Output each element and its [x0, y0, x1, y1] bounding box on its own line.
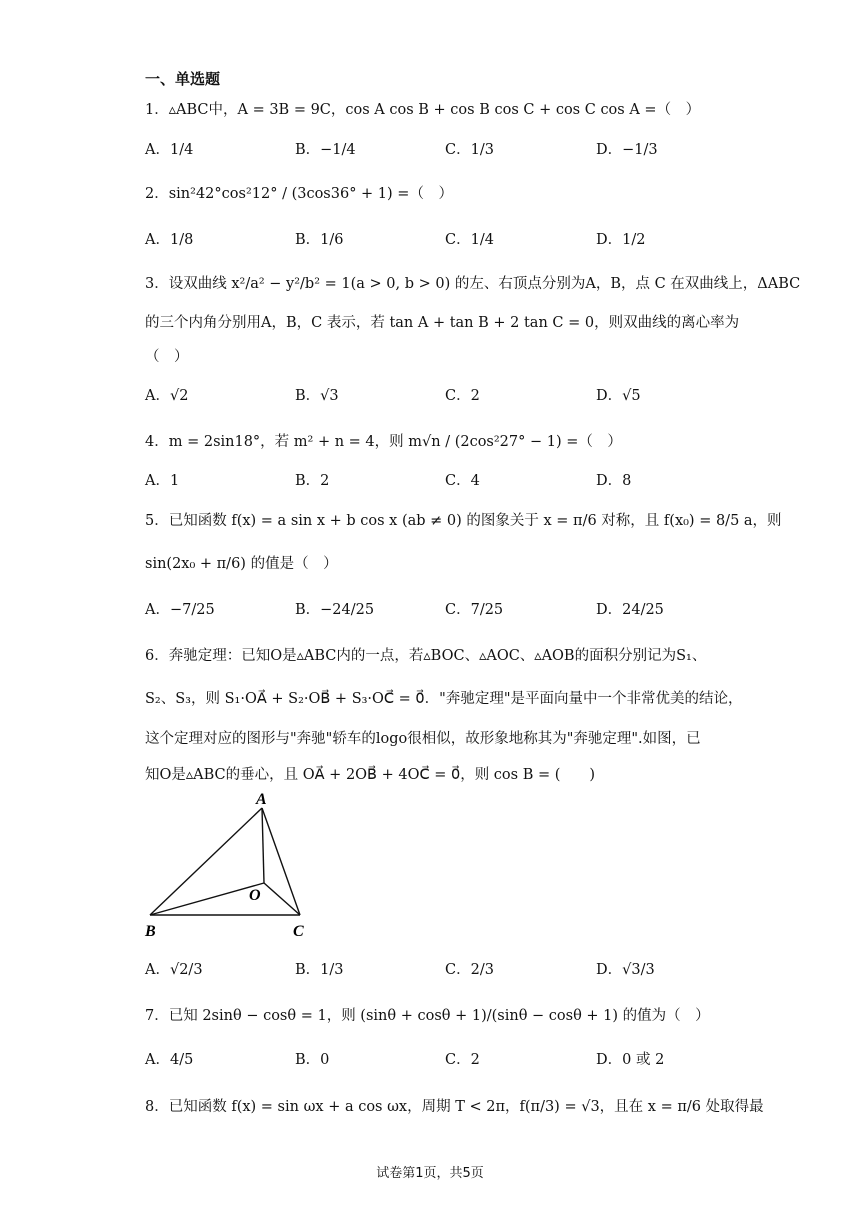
q6-option-a: A．√2/3	[145, 962, 203, 978]
question-4-stem: 4．m = 2sin18°，若 m² + n = 4，则 m√n / (2cos²27° − 1) =（ ）	[145, 434, 622, 450]
q1-option-a: A．1/4	[145, 142, 194, 158]
q1-option-b: B．−1/4	[295, 142, 356, 158]
q7-option-c: C．2	[445, 1052, 480, 1068]
q2-option-b: B．1/6	[295, 232, 344, 248]
q4-option-a: A．1	[145, 473, 180, 489]
question-1-stem: 1．▵ABC中，A = 3B = 9C，cos A cos B + cos B cos C + cos C cos A =（ ）	[145, 102, 701, 118]
question-6-stem-line3: 这个定理对应的图形与"奔驰"轿车的logo很相似，故形象地称其为"奔驰定理".如图，已	[145, 731, 701, 747]
q4-option-b: B．2	[295, 473, 330, 489]
question-8-stem: 8．已知函数 f(x) = sin ωx + a cos ωx，周期 T < 2π，f(π/3) = √3，且在 x = π/6 处取得最	[145, 1099, 764, 1115]
q7-option-b: B．0	[295, 1052, 330, 1068]
question-3-stem-line2: 的三个内角分别用A，B，C 表示，若 tan A + tan B + 2 tan C = 0，则双曲线的离心率为	[145, 315, 740, 331]
segment-ao	[262, 808, 264, 883]
q7-option-d: D．0 或 2	[596, 1052, 665, 1068]
q5-option-c: C．7/25	[445, 602, 504, 618]
page-footer: 试卷第1页，共5页	[376, 1166, 484, 1181]
question-3-stem-line3: （ ）	[145, 349, 189, 365]
q1-option-c: C．1/3	[445, 142, 494, 158]
q5-option-a: A．−7/25	[145, 602, 215, 618]
q3-option-b: B．√3	[295, 388, 339, 404]
q1-option-d: D．−1/3	[596, 142, 658, 158]
question-7-stem: 7．已知 2sinθ − cosθ = 1，则 (sinθ + cosθ + 1)/(sinθ − cosθ + 1) 的值为（ ）	[145, 1008, 710, 1024]
label-o: O	[249, 887, 261, 904]
question-6-stem-line4: 知O是▵ABC的垂心，且 OA⃗ + 2OB⃗ + 4OC⃗ = 0⃗，则 cos B = ( )	[145, 767, 596, 783]
label-a: A	[256, 791, 267, 808]
q4-option-d: D．8	[596, 473, 632, 489]
q3-option-d: D．√5	[596, 388, 641, 404]
q6-option-c: C．2/3	[445, 962, 494, 978]
q6-option-b: B．1/3	[295, 962, 344, 978]
question-6-stem-line2: S₂、S₃，则 S₁·OA⃗ + S₂·OB⃗ + S₃·OC⃗ = 0⃗．"奔驰定理"是平面向量中一个非常优美的结论，	[145, 691, 743, 707]
q2-option-a: A．1/8	[145, 232, 194, 248]
section-title: 一、单选题	[145, 70, 221, 88]
triangle-figure	[140, 788, 320, 940]
question-5-stem-line2: sin(2x₀ + π/6) 的值是（ ）	[145, 556, 338, 572]
q3-option-c: C．2	[445, 388, 480, 404]
label-b: B	[145, 923, 156, 940]
question-2-stem: 2．sin²42°cos²12° / (3cos36° + 1) =（ ）	[145, 186, 453, 202]
q7-option-a: A．4/5	[145, 1052, 194, 1068]
question-3-stem-line1: 3．设双曲线 x²/a² − y²/b² = 1(a > 0, b > 0) 的左、右顶点分别为A，B，点 C 在双曲线上，ΔABC	[145, 276, 801, 292]
q2-option-c: C．1/4	[445, 232, 494, 248]
q2-option-d: D．1/2	[596, 232, 646, 248]
label-c: C	[293, 923, 304, 940]
q5-option-d: D．24/25	[596, 602, 664, 618]
q3-option-a: A．√2	[145, 388, 189, 404]
question-5-stem-line1: 5．已知函数 f(x) = a sin x + b cos x (ab ≠ 0) 的图象关于 x = π/6 对称，且 f(x₀) = 8/5 a，则	[145, 513, 782, 529]
q5-option-b: B．−24/25	[295, 602, 375, 618]
q4-option-c: C．4	[445, 473, 480, 489]
question-6-stem-line1: 6．奔驰定理：已知O是▵ABC内的一点，若▵BOC、▵AOC、▵AOB的面积分别记为S₁、	[145, 648, 707, 664]
q6-option-d: D．√3/3	[596, 962, 655, 978]
